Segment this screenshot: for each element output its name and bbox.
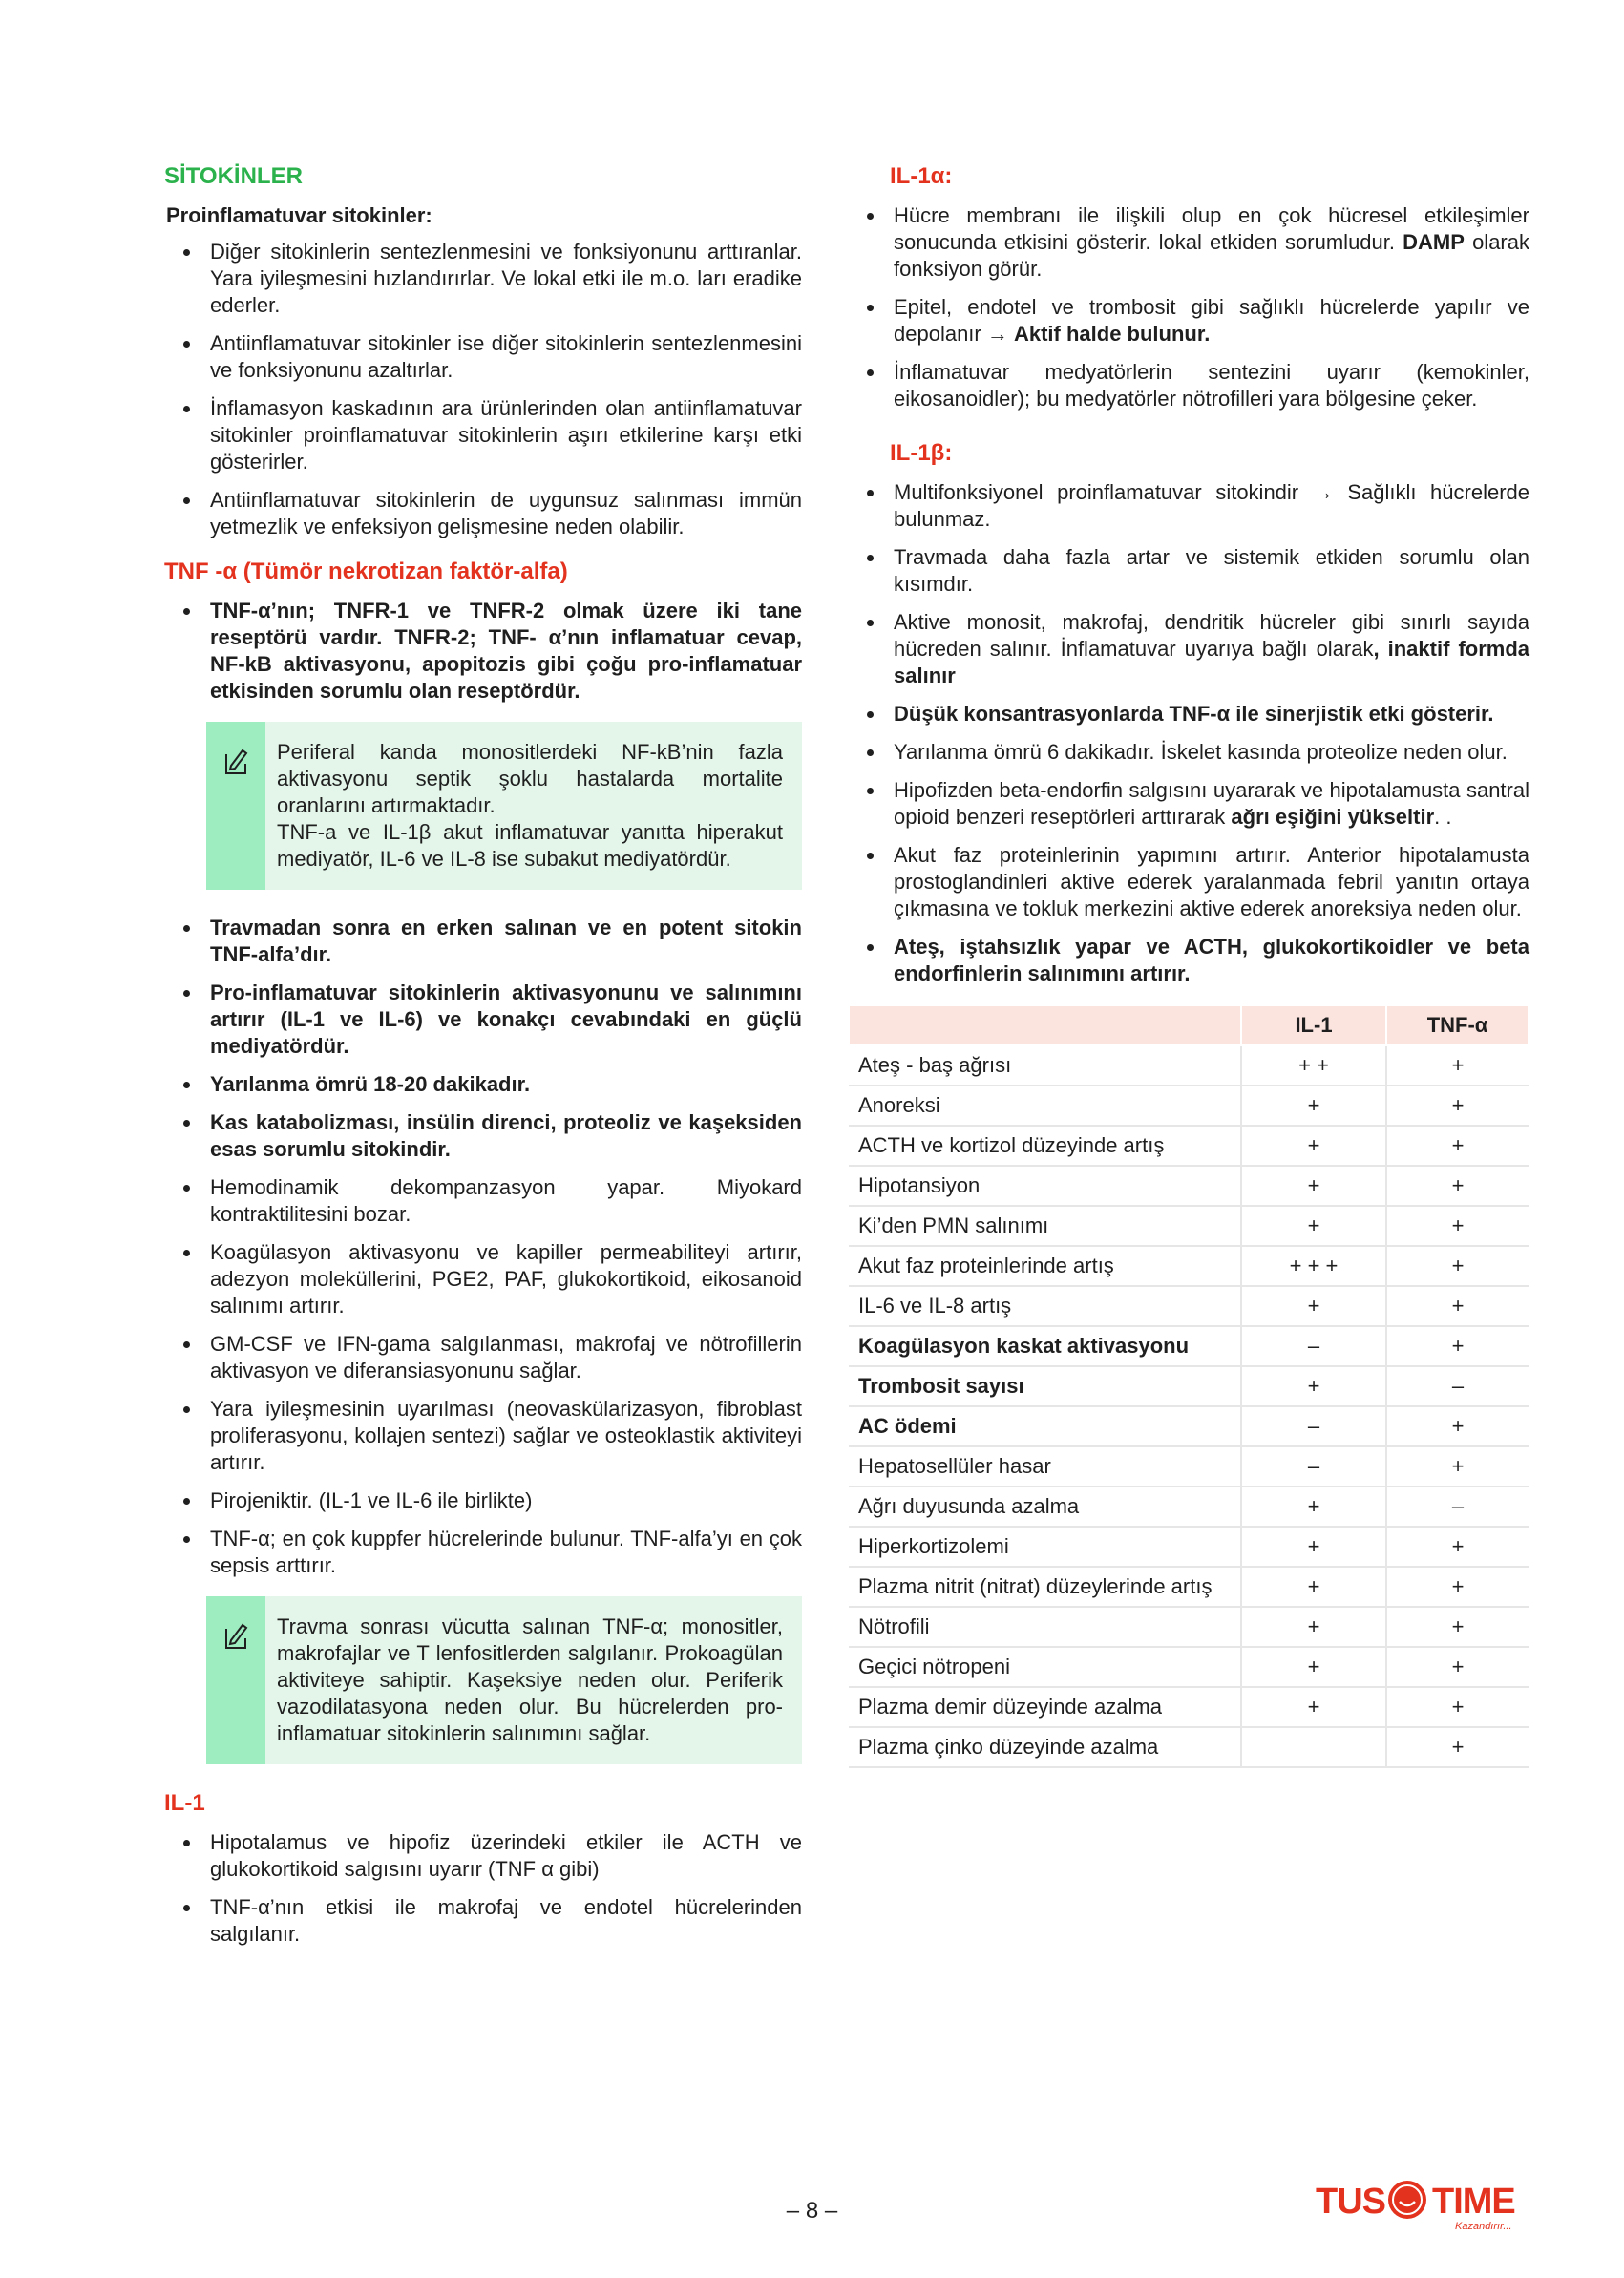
table-cell-tnf: + [1386,1246,1529,1286]
table-cell-tnf: + [1386,1446,1529,1487]
table-cell-il1: + [1241,1366,1386,1406]
tnf-effects-list [164,915,802,1579]
list-item: İnflamatuvar medyatörlerin sentezini uyarır (kemokinler, eikosanoidler); bu medyatörler nötrofilleri yara bölgesine çeker. [848,359,1529,412]
table-cell-tnf: + [1386,1286,1529,1326]
table-cell-tnf: + [1386,1126,1529,1166]
table-cell-tnf: + [1386,1326,1529,1366]
table-header-il1: IL-1 [1241,1005,1386,1045]
table-cell-label: Hepatosellüler hasar [849,1446,1241,1487]
list-item: Akut faz proteinlerinin yapımını artırır. Anterior hipotalamusta prostoglandinleri aktive ederek yaralanmada febril yanıtın ortaya çıkmasına ve tokluk merkezini aktive ederek anoreksiya neden olur. [848,842,1529,922]
table-row [849,1206,1529,1246]
list-item: GM-CSF ve IFN-gama salgılanması, makrofaj ve nötrofillerin aktivasyon ve diferansiasyonunu sağlar. [164,1331,802,1384]
note-pencil-icon [223,1621,248,1650]
section-title-il1a: IL-1α: [890,163,953,189]
table-row [849,1286,1529,1326]
note-text: Travma sonrası vücutta salınan TNF-α; monositler, makrofajlar ve T lenfositlerden salgılanır. Prokoagülan aktiviteye sahiptir. Kaşeksiye neden olur. Periferik vazodilatasyona neden olur. Bu hücrelerden pro-inflamatuar sitokinlerin salınımını sağlar. [277,1614,783,1745]
table-row [849,1527,1529,1567]
table-cell-label: Akut faz proteinlerinde artış [849,1246,1241,1286]
table-row [849,1567,1529,1607]
list-item: Ateş, iştahsızlık yapar ve ACTH, glukokortikoidler ve beta endorfinlerin salınımını artırır. [848,934,1529,987]
section-title-il1b: IL-1β: [890,440,953,466]
list-item: TNF-α’nın etkisi ile makrofaj ve endotel hücrelerinden salgılanır. [164,1894,802,1948]
text: Hipofizden beta-endorfin salgısını uyararak ve hipotalamusta santral opioid benzeri reseptörleri arttırarak [894,778,1529,829]
logo-text-time: TIME [1432,2182,1515,2222]
proinflammatory-subheading: Proinflamatuvar sitokinler: [166,203,432,227]
text: Aktive monosit, makrofaj, dendritik hücreler gibi sınırlı sayıda hücreden salınır. İnflamatuvar uyarıya bağlı olarak [894,610,1529,661]
table-cell-tnf: + [1386,1406,1529,1446]
table-cell-tnf: + [1386,1607,1529,1647]
text: Hücre membranı ile ilişkili olup en çok hücresel etkileşimler sonucunda etkisini gösterir. lokal etkiden sorumludur. [894,203,1529,254]
text-bold: ağrı eşiğini yükseltir [1231,805,1435,829]
table-cell-label: Ağrı duyusunda azalma [849,1487,1241,1527]
list-item: Travmada daha fazla artar ve sistemik etkiden sorumlu olan kısımdır. [848,544,1529,598]
list-item: Pirojeniktir. (IL-1 ve IL-6 ile birlikte) [164,1487,802,1514]
table-row [849,1487,1529,1527]
list-item [848,609,1529,689]
left-column [164,162,802,1965]
text: Epitel, endotel ve trombosit gibi sağlıklı hücrelerde yapılır ve depolanır → [894,295,1529,346]
table-cell-label: Plazma çinko düzeyinde azalma [849,1727,1241,1767]
table-row [849,1366,1529,1406]
table-cell-tnf: + [1386,1086,1529,1126]
text: . . [1434,805,1452,829]
text: olarak fonksiyon görür. [894,230,1529,281]
table-body [849,1045,1529,1767]
table-cell-tnf: + [1386,1567,1529,1607]
note-box-1 [206,722,802,890]
section-title-il1: IL-1 [164,1790,205,1816]
list-item: Yara iyileşmesinin uyarılması (neovaskülarizasyon, fibroblast proliferasyonu, kollajen sentezi) sağlar ve osteoklastik aktiviteyi artırır. [164,1396,802,1476]
table-row [849,1045,1529,1086]
table-row [849,1406,1529,1446]
table-row [849,1607,1529,1647]
table-cell-il1: – [1241,1406,1386,1446]
list-item [848,202,1529,283]
table-cell-tnf: + [1386,1206,1529,1246]
tnf-receptor-list [164,598,802,705]
table-cell-label: AC ödemi [849,1406,1241,1446]
note-body-2 [265,1596,802,1764]
list-item: Hemodinamik dekompanzasyon yapar. Miyokard kontraktilitesini bozar. [164,1174,802,1228]
text-bold: , inaktif formda salınır [894,637,1530,687]
list-item: Düşük konsantrasyonlarda TNF-α ile sinerjistik etki gösterir. [848,701,1529,728]
list-item: Diğer sitokinlerin sentezlenmesini ve fonksiyonunu arttıranlar. Yara iyileşmesini hızlandırırlar. Ve lokal etki ile m.o. ları eradike ederler. [164,239,802,319]
page-number: – 8 – [786,2198,838,2224]
list-item: Pro-inflamatuvar sitokinlerin aktivasyonunu ve salınımını artırır (IL-1 ve IL-6) ve konakçı cevabındaki en güçlü mediyatördür. [164,980,802,1060]
table-cell-tnf: + [1386,1527,1529,1567]
table-cell-il1: + [1241,1487,1386,1527]
list-item: TNF-α’nın; TNFR-1 ve TNFR-2 olmak üzere iki tane reseptörü vardır. TNFR-2; TNF- α’nın inflamatuar cevap, NF-kB aktivasyonu, apopitozis gibi çoğu pro-inflamatuar etkisinden sorumlu olan reseptördür. [164,598,802,705]
list-item: İnflamasyon kaskadının ara ürünlerinden olan antiinflamatuvar sitokinler proinflamatuvar sitokinlerin aşırı etkilerine karşı etki gösterirler. [164,395,802,475]
table-row [849,1687,1529,1727]
table-cell-il1: + + + [1241,1246,1386,1286]
table-cell-tnf: + [1386,1045,1529,1086]
table-cell-label: Anoreksi [849,1086,1241,1126]
table-cell-il1: + [1241,1527,1386,1567]
table-cell-tnf: + [1386,1687,1529,1727]
text-bold: DAMP [1403,230,1465,254]
list-item: Koagülasyon aktivasyonu ve kapiller permeabiliteyi artırır, adezyon moleküllerini, PGE2, PAF, glukokortikoid, eikosanoid salınımı artırır. [164,1239,802,1319]
table-row [849,1086,1529,1126]
table-cell-il1: – [1241,1326,1386,1366]
table-cell-il1: – [1241,1446,1386,1487]
list-item: Multifonksiyonel proinflamatuvar sitokindir → Sağlıklı hücrelerde bulunmaz. [848,479,1529,533]
table-header-blank [849,1005,1241,1045]
list-item: Yarılanma ömrü 18-20 dakikadır. [164,1071,802,1098]
table-cell-tnf: – [1386,1487,1529,1527]
table-cell-label: Plazma nitrit (nitrat) düzeylerinde artış [849,1567,1241,1607]
note-side-bar [206,1596,265,1764]
note-pencil-icon [223,747,248,775]
text-bold: Aktif halde bulunur. [1013,322,1211,346]
right-column [848,162,1529,1768]
table-cell-tnf: – [1386,1366,1529,1406]
table-cell-il1: + [1241,1086,1386,1126]
table-row [849,1647,1529,1687]
table-cell-label: Ateş - baş ağrısı [849,1045,1241,1086]
table-cell-il1 [1241,1727,1386,1767]
list-item [848,294,1529,348]
table-cell-il1: + [1241,1567,1386,1607]
list-item: Antiinflamatuvar sitokinlerin de uygunsuz salınması immün yetmezlik ve enfeksiyon gelişmesine neden olabilir. [164,487,802,540]
table-row [849,1326,1529,1366]
table-cell-tnf: + [1386,1647,1529,1687]
section-title-tnf: TNF -α (Tümör nekrotizan faktör-alfa) [164,559,568,584]
logo-slogan: Kazandırır... [1455,2221,1512,2232]
table-cell-label: Geçici nötropeni [849,1647,1241,1687]
table-row [849,1166,1529,1206]
table-cell-label: Koagülasyon kaskat aktivasyonu [849,1326,1241,1366]
table-cell-il1: + [1241,1206,1386,1246]
note-side-bar [206,722,265,890]
table-header-tnf: TNF-α [1386,1005,1529,1045]
table-cell-label: Hiperkortizolemi [849,1527,1241,1567]
table-row [849,1246,1529,1286]
table-cell-label: IL-6 ve IL-8 artış [849,1286,1241,1326]
table-cell-label: Ki’den PMN salınımı [849,1206,1241,1246]
table-cell-tnf: + [1386,1166,1529,1206]
note-box-2 [206,1596,802,1764]
table-row [849,1727,1529,1767]
table-row [849,1126,1529,1166]
list-item: Travmadan sonra en erken salınan ve en potent sitokin TNF-alfa’dır. [164,915,802,968]
table-cell-il1: + [1241,1607,1386,1647]
table-cell-label: Plazma demir düzeyinde azalma [849,1687,1241,1727]
table-cell-label: Hipotansiyon [849,1166,1241,1206]
il1a-list [848,202,1529,412]
tustime-logo [1316,2179,1535,2236]
il1-tnf-comparison-table [848,1004,1529,1768]
table-cell-il1: + [1241,1286,1386,1326]
table-cell-label: Trombosit sayısı [849,1366,1241,1406]
note-text: Periferal kanda monositlerdeki NF-kB’nin fazla aktivasyonu septik şoklu hastalarda mortalite oranlarını artırmaktadır. [277,740,783,817]
note-body-1 [265,722,802,890]
list-item: Hipotalamus ve hipofiz üzerindeki etkiler ile ACTH ve glukokortikoid salgısını uyarır (TNF α gibi) [164,1829,802,1883]
list-item: Yarılanma ömrü 6 dakikadır. İskelet kasında proteolize neden olur. [848,739,1529,766]
list-item: Antiinflamatuvar sitokinler ise diğer sitokinlerin sentezlenmesini ve fonksiyonunu azaltırlar. [164,330,802,384]
list-item: Kas katabolizması, insülin direnci, proteoliz ve kaşeksiden esas sorumlu sitokindir. [164,1109,802,1163]
table-cell-il1: + [1241,1647,1386,1687]
table-cell-il1: + [1241,1126,1386,1166]
table-cell-il1: + + [1241,1045,1386,1086]
table-cell-il1: + [1241,1166,1386,1206]
table-cell-tnf: + [1386,1727,1529,1767]
table-cell-label: ACTH ve kortizol düzeyinde artış [849,1126,1241,1166]
note-text: TNF-a ve IL-1β akut inflamatuvar yanıtta hiperakut mediyatör, IL-6 ve IL-8 ise subakut mediyatördür. [277,820,783,871]
table-row [849,1446,1529,1487]
intro-list [164,239,802,540]
table-header-row [849,1005,1529,1045]
table-cell-label: Nötrofili [849,1607,1241,1647]
section-title-sitokinler: SİTOKİNLER [164,163,303,189]
list-item: TNF-α; en çok kuppfer hücrelerinde bulunur. TNF-alfa’yı en çok sepsis arttırır. [164,1526,802,1579]
table-cell-il1: + [1241,1687,1386,1727]
il1-list [164,1829,802,1948]
logo-text-tus: TUS [1316,2182,1385,2222]
logo-circle-icon [1386,2179,1428,2221]
il1b-list [848,479,1529,987]
list-item [848,777,1529,831]
